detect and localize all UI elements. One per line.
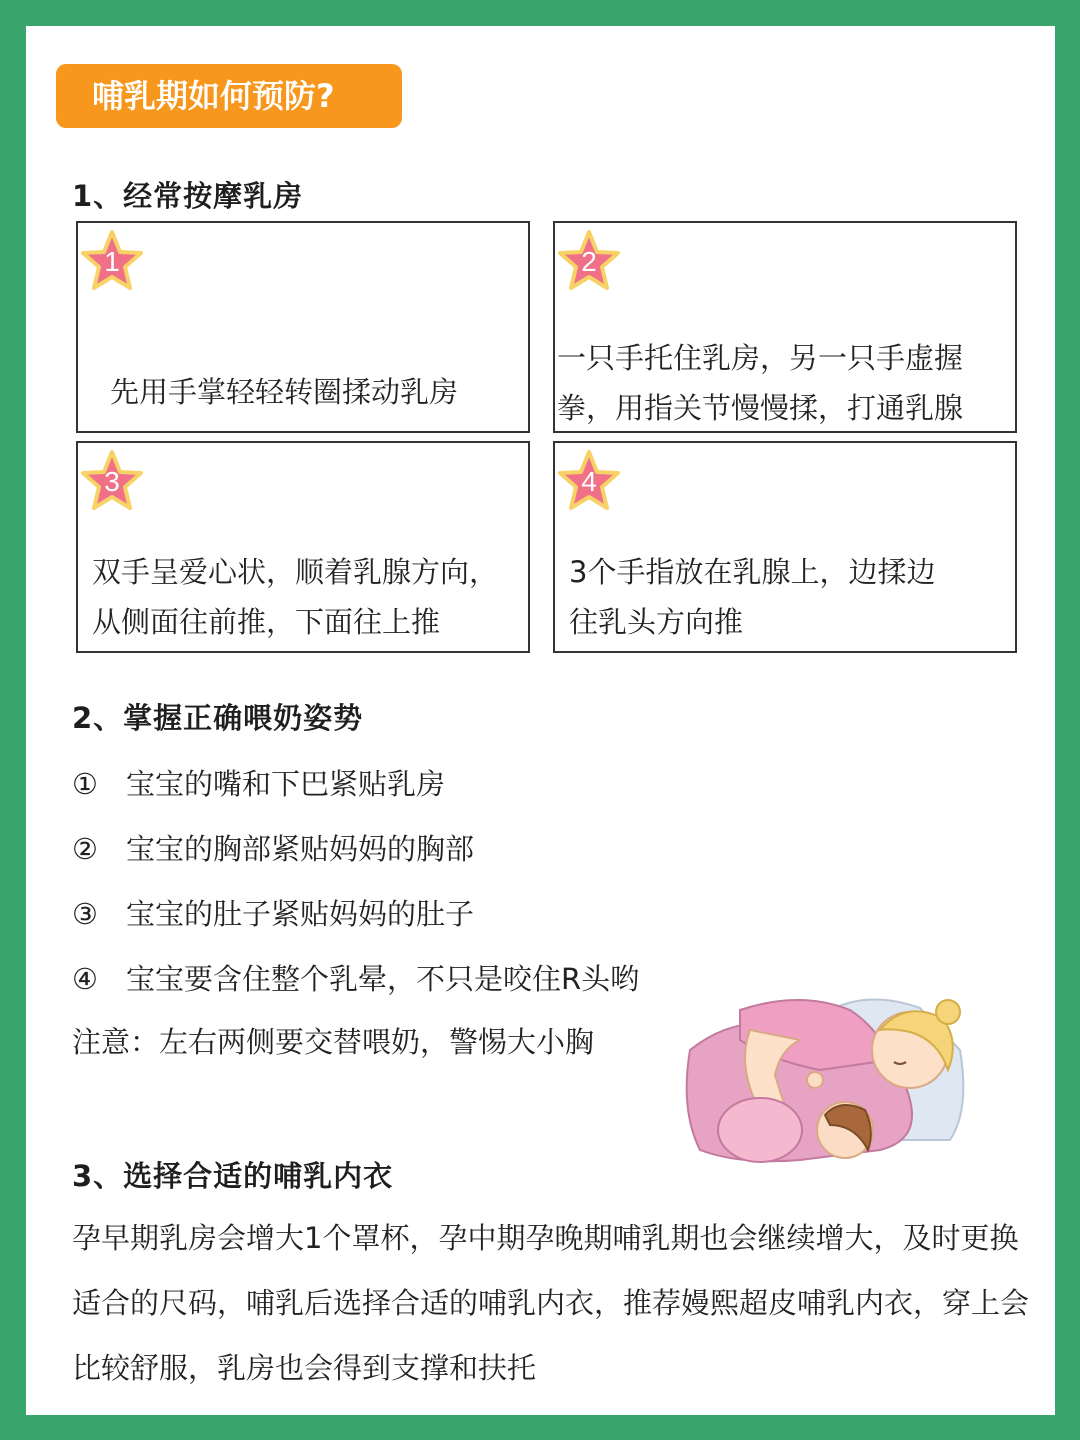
list-item-text: 宝宝的嘴和下巴紧贴乳房 <box>126 767 446 801</box>
step-text-line: 拳，用指关节慢慢揉，打通乳腺 <box>557 391 964 425</box>
list-item <box>72 762 445 803</box>
section2-heading: 2、掌握正确喂奶姿势 <box>72 701 364 735</box>
breastfeeding-illustration <box>680 990 970 1184</box>
star-badge-icon <box>557 449 621 513</box>
list-item-text: 宝宝要含住整个乳晕，不只是咬住R头哟 <box>126 962 640 996</box>
step-text-line: 往乳头方向推 <box>569 605 744 639</box>
step-text-line: 先用手掌轻轻转圈揉动乳房 <box>110 375 459 409</box>
list-item-text: 宝宝的肚子紧贴妈妈的肚子 <box>126 897 475 931</box>
step-number: 2 <box>581 246 597 277</box>
section3-heading: 3、选择合适的哺乳内衣 <box>72 1159 394 1193</box>
page-title: 哺乳期如何预防? <box>56 64 402 128</box>
section3-paragraph: 孕早期乳房会增大1个罩杯，孕中期孕晚期哺乳期也会继续增大，及时更换适合的尺码，哺乳后选择合适的哺乳内衣，推荐嫚熙超皮哺乳内衣，穿上会比较舒服，乳房也会得到支撑和扶托 <box>72 1221 1030 1385</box>
list-marker: ④ <box>72 962 98 996</box>
note-text: 注意：左右两侧要交替喂奶，警惕大小胸 <box>72 1025 595 1059</box>
step-number: 1 <box>104 246 120 277</box>
step-card-2 <box>553 221 1017 433</box>
step-card-1 <box>76 221 530 433</box>
step-card-4 <box>553 441 1017 653</box>
step-card-3 <box>76 441 530 653</box>
step-number: 3 <box>104 466 120 497</box>
star-badge-icon <box>80 229 144 293</box>
step-text-line: 3个手指放在乳腺上，边揉边 <box>569 555 936 589</box>
step-number: 4 <box>581 466 597 497</box>
list-marker: ③ <box>72 897 98 931</box>
star-badge-icon <box>557 229 621 293</box>
star-badge-icon <box>80 449 144 513</box>
step-text-line: 双手呈爱心状，顺着乳腺方向， <box>92 555 499 589</box>
list-marker: ① <box>72 767 98 801</box>
step-text-line: 从侧面往前推，下面往上推 <box>92 605 441 639</box>
list-marker: ② <box>72 832 98 866</box>
step-text-line: 一只手托住乳房，另一只手虚握 <box>557 341 964 375</box>
list-item <box>72 957 639 998</box>
list-item <box>72 827 474 868</box>
list-item <box>72 892 474 933</box>
list-item-text: 宝宝的胸部紧贴妈妈的胸部 <box>126 832 475 866</box>
section1-heading: 1、经常按摩乳房 <box>72 179 304 213</box>
